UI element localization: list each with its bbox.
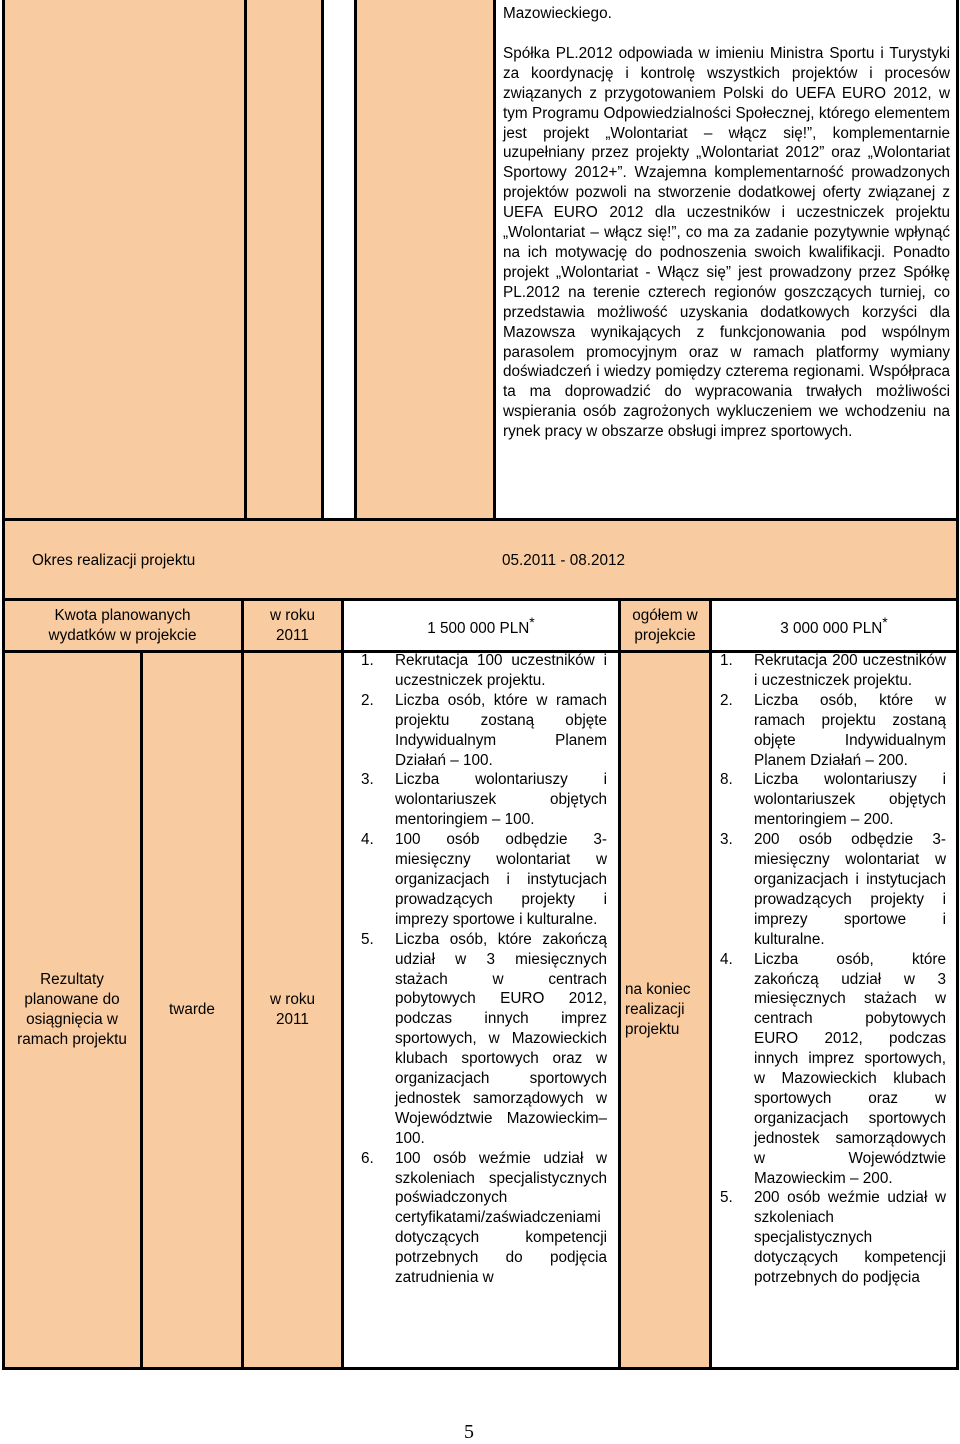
list-text: 100 osób odbędzie 3-miesięczny wolontariat w organizacjach i instytucjach prowadzących projekty i imprezy sportowe i kulturalne. (395, 831, 607, 928)
end-item (720, 691, 946, 771)
description-paragraph: Spółka PL.2012 odpowiada w imieniu Ministra Sportu i Turystyki za koordynację i kontrolę wszystkich projektów i procesów związanych z przygotowaniem Polski do UEFA EURO 2012, w tym Programu Odpowiedzialności Społecznej, którego elementem jest projekt „Wolontariat – włącz się!”, komplementarnie uzupełniany przez projekty „Wolontariat 2012” oraz „Wolontariat Sportowy 2012+”. Wzajemna komplementarność prowadzonych projektów pozwoli na stworzenie dodatkowej oferty związanej z UEFA EURO 2012 dla uczestników i uczestniczek projektu „Wolontariat – włącz się!”, co ma za zadanie pozytywnie wpłynąć na ich motywację do podnoszenia swoich kwalifikacji. Ponadto projekt „Wolontariat - Włącz się” jest prowadzony przez Spółkę PL.2012 na terenie czterech regionów goszczących turniej, co przedstawia możliwość uzyskania dodatkowych korzyści dla Mazowsza wynikających z funkcjonowania pod wspólnym parasolem promocyjnym oraz w ramach platformy wymiany doświadczeń i wiedzy pomiędzy czterema regionami. Współpraca ta ma doprowadzić do wypracowania trwałych możliwości wspierania osób zagrożonych wykluczeniem we wchodzeniu na rynek pracy w obszarze obsługi imprez sportowych. (503, 44, 950, 441)
list-number: 8. (720, 771, 733, 789)
page-number: 5 (464, 1421, 474, 1443)
budget-total-amount: 3 000 000 PLN* (712, 601, 956, 650)
list-number: 2. (720, 691, 733, 709)
list-text: 100 osób weźmie udział w szkoleniach specjalistycznych poświadczonych certyfikatami/zaświadczeniami dotyczących kompetencji potrzebnych do podjęcia zatrudnienia w (395, 1149, 607, 1287)
period-label: Okres realizacji projektu (32, 552, 196, 569)
top-left-cell-2 (247, 0, 321, 519)
list-text: 200 osób odbędzie 3-miesięczny wolontariat w organizacjach i instytucjach prowadzących projekty i imprezy sportowe i kulturalne. (754, 831, 946, 948)
list-number: 5. (361, 930, 374, 948)
list-text: Liczba osób, które zakończą udział w 3 miesięcznych stażach w centrach pobytowych EURO 2012, podczas innych imprez sportowych, w Mazowieckich klubach sportowych oraz w organizacjach sportowych jednostek samorządowych w Województwie Mazowieckim – 200. (754, 950, 946, 1187)
top-left-cell-3 (324, 0, 354, 519)
top-left-cell-4 (357, 0, 493, 519)
list-number: 1. (720, 652, 733, 669)
top-left-cell-1 (4, 0, 244, 519)
asterisk: * (882, 613, 888, 630)
end-item (720, 1188, 946, 1288)
list-text: Rekrutacja 200 uczestników i uczestniczek projektu. (754, 652, 946, 689)
budget-year-amount: 1 500 000 PLN* (344, 601, 618, 650)
budget-year-label: w roku 2011 (244, 601, 341, 650)
list-text: Liczba wolontariuszy i wolontariuszek objętych mentoringiem – 100. (395, 771, 607, 829)
results-year-label: w roku 2011 (244, 653, 341, 1367)
budget-total-label: ogółem w projekcie (621, 601, 709, 650)
end-item (720, 651, 946, 691)
list-number: 6. (361, 1149, 374, 1167)
results-year-list (361, 651, 607, 1288)
year-item (361, 830, 607, 930)
year-item (361, 1149, 607, 1288)
list-text: Liczba osób, które w ramach projektu zostaną objęte Indywidualnym Planem Działań – 100. (395, 691, 607, 769)
list-number: 4. (720, 950, 733, 968)
results-end-label: na koniec realizacji projektu (621, 653, 709, 1367)
list-text: Liczba wolontariuszy i wolontariuszek objętych mentoringiem – 200. (754, 771, 946, 829)
end-item (720, 950, 946, 1189)
list-number: 3. (361, 771, 374, 789)
description-text (503, 4, 950, 442)
year-item (361, 691, 607, 771)
list-number: 2. (361, 691, 374, 709)
year-item (361, 770, 607, 830)
top-section (0, 0, 960, 521)
asterisk: * (529, 613, 535, 630)
list-text: 200 osób weźmie udział w szkoleniach specjalistycznych dotyczących kompetencji potrzebnych do podjęcia (754, 1189, 946, 1287)
budget-label: Kwota planowanych wydatków w projekcie (4, 601, 241, 650)
results-type: twarde (143, 653, 241, 1367)
list-number: 3. (720, 831, 733, 849)
list-number: 4. (361, 831, 374, 849)
period-row (4, 521, 956, 598)
list-text: Rekrutacja 100 uczestników i uczestniczek projektu. (395, 652, 607, 689)
list-number: 1. (361, 652, 374, 669)
list-text: Liczba osób, które w ramach projektu zostaną objęte Indywidualnym Planem Działań – 200. (754, 691, 946, 769)
end-item (720, 830, 946, 949)
list-number: 5. (720, 1189, 733, 1207)
results-label: Rezultaty planowane do osiągnięcia w ramach projektu (4, 653, 140, 1367)
year-item (361, 651, 607, 691)
results-end-list (720, 651, 946, 1288)
period-value: 05.2011 - 08.2012 (502, 552, 626, 569)
list-text: Liczba osób, które zakończą udział w 3 miesięcznych stażach w centrach pobytowych EURO 2012, podczas innych imprez sportowych, w Mazowieckich klubach sportowych oraz w organizacjach sportowych jednostek samorządowych w Województwie Mazowieckim– 100. (395, 930, 607, 1147)
year-item (361, 930, 607, 1149)
description-line-0: Mazowieckiego. (503, 5, 612, 22)
end-item (720, 770, 946, 830)
